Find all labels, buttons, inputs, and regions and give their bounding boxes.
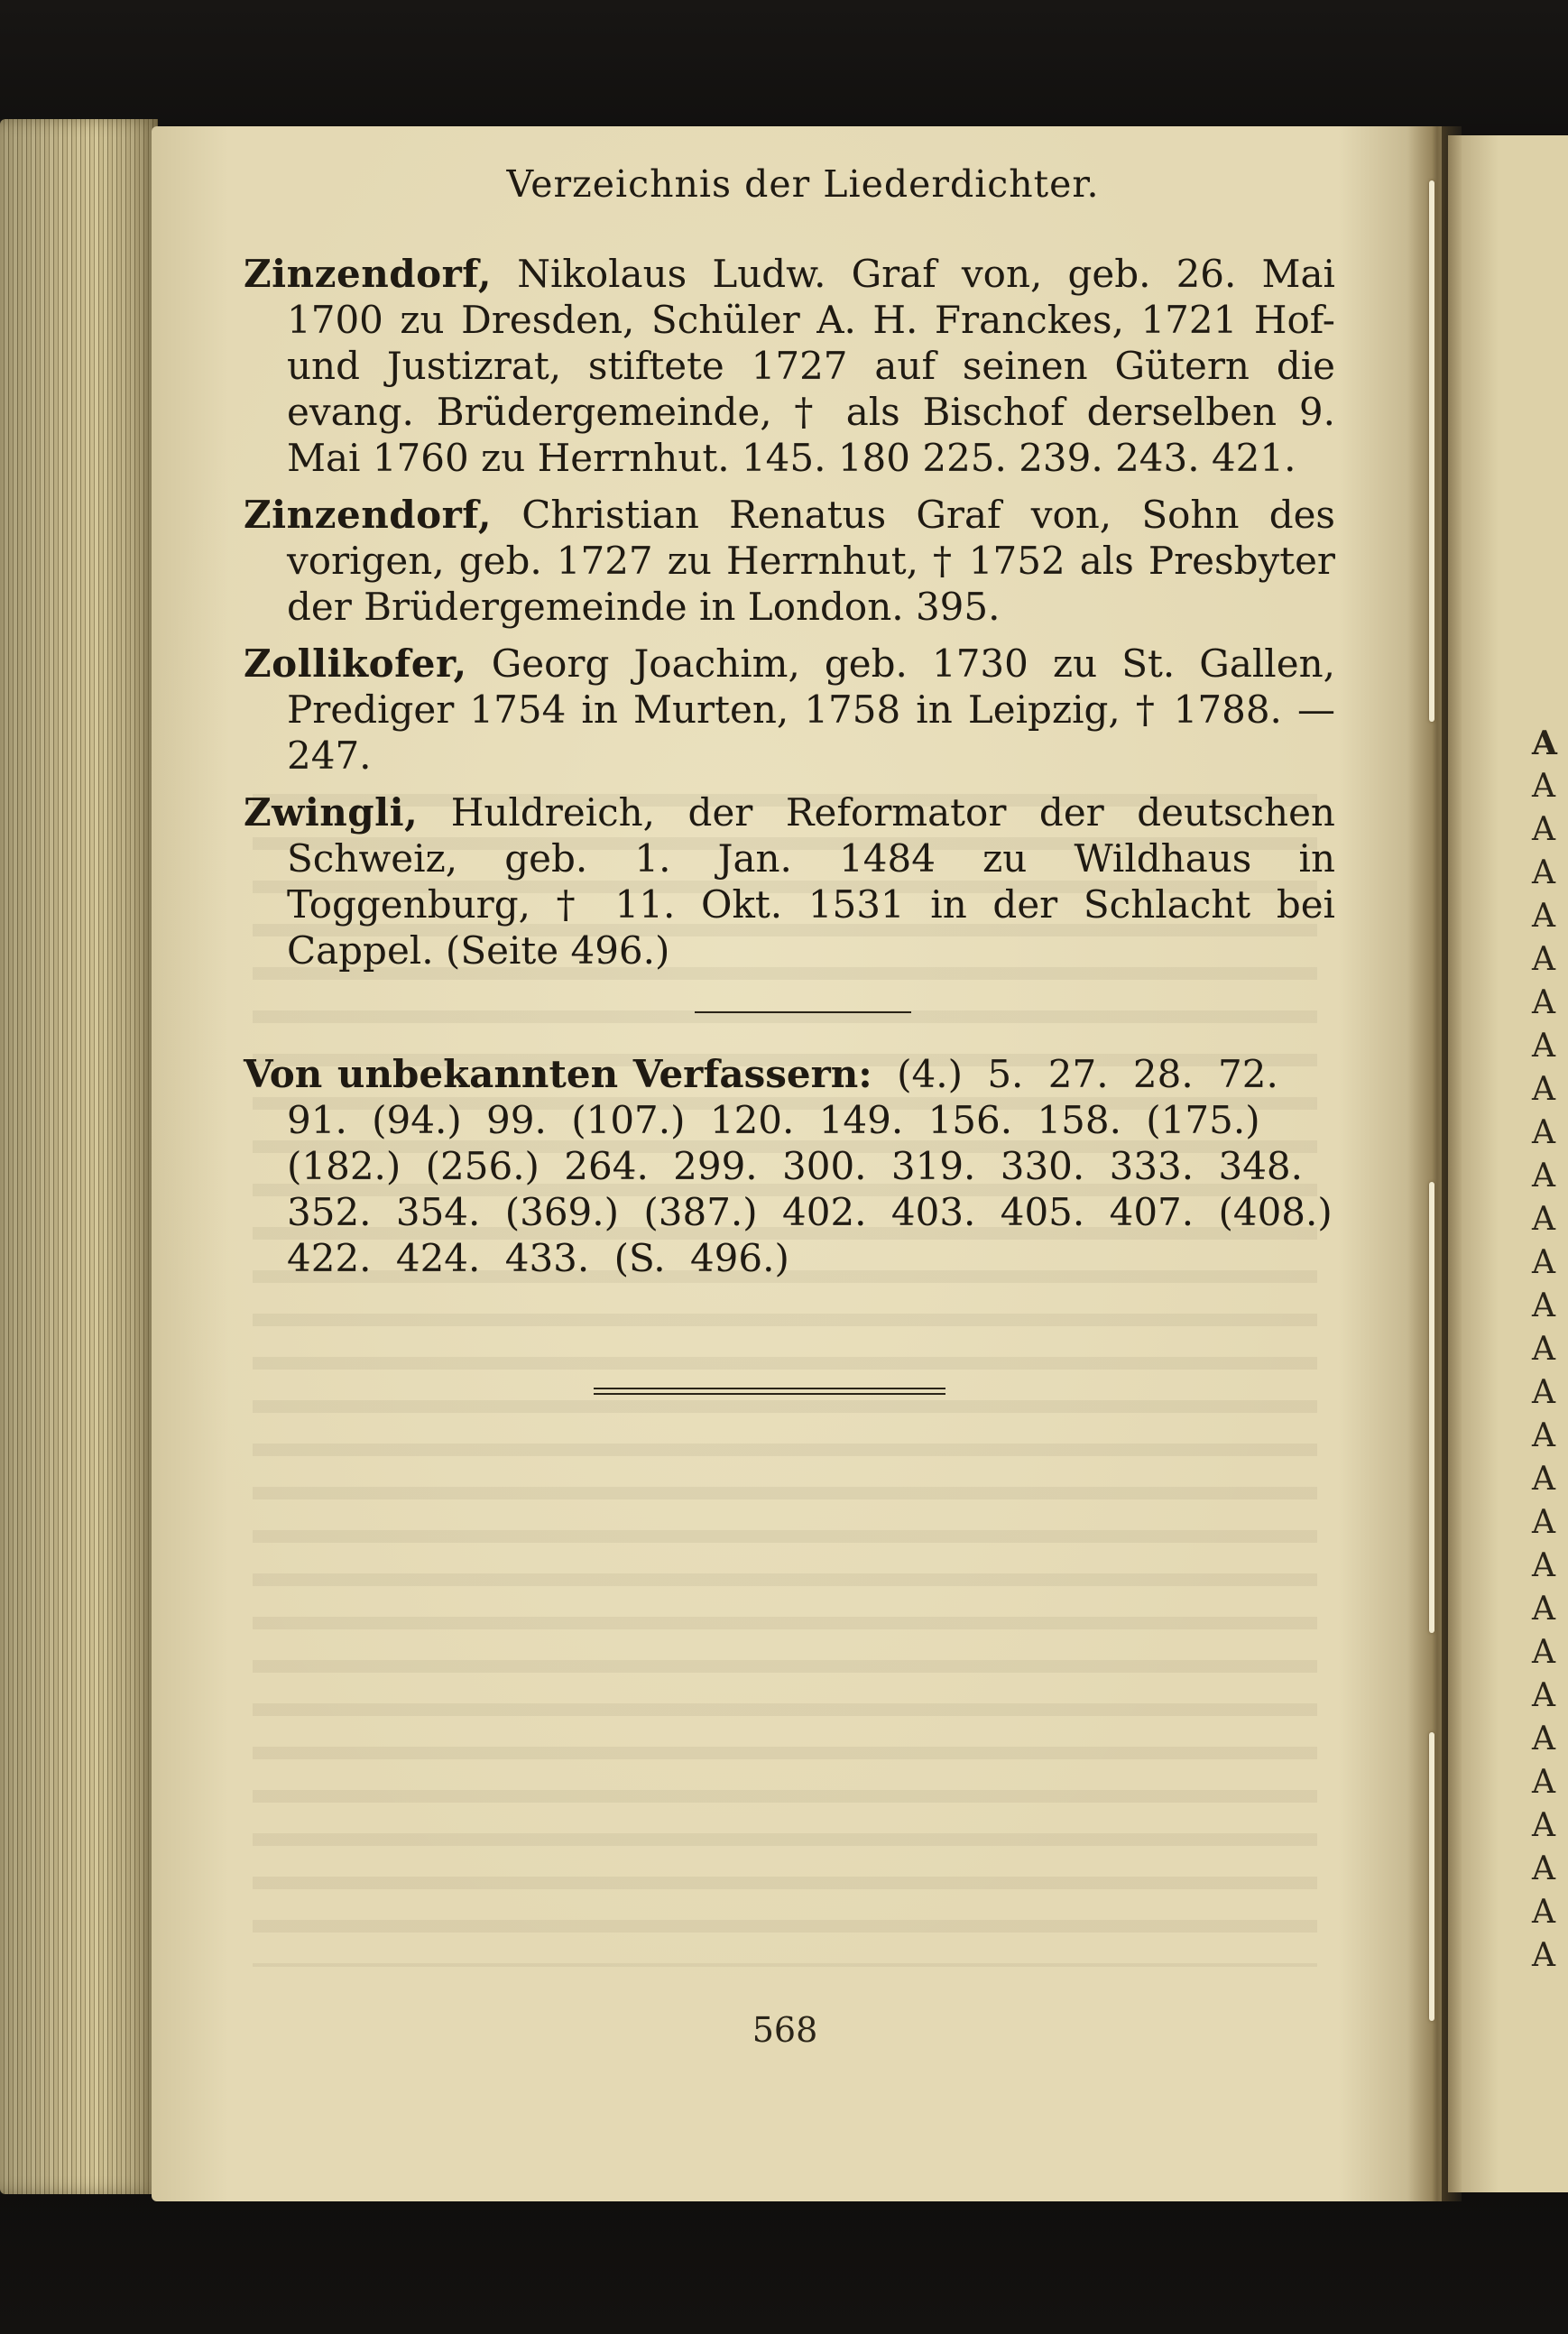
facing-page-letter: A [1532, 1071, 1555, 1108]
entry-zollikofer [244, 641, 1335, 779]
entry-name: Zinzendorf, [244, 493, 493, 537]
binding-stitch [1429, 180, 1434, 722]
facing-page-letter: A [1532, 1504, 1555, 1541]
anonymous-authors [244, 1051, 1335, 1281]
entry-text: Huldreich, der Reformator der deutschen Schweiz, geb. 1. Jan. 1484 zu Wildhaus in Toggenburg, † 11. Okt. 1531 in der Schlacht bei Cappel. (Seite 496.) [287, 790, 1335, 973]
binding-stitch [1429, 1732, 1434, 2021]
facing-page-letter: A [1532, 1937, 1555, 1974]
facing-page-letter: A [1532, 1721, 1555, 1757]
anonymous-label: Von unbekannten Verfassern: [244, 1052, 872, 1096]
entry-text: Georg Joachim, geb. 1730 zu St. Gallen, Prediger 1754 in Murten, 1758 in Leipzig, † 1788. — 247. [287, 641, 1335, 778]
facing-page-letters [1532, 722, 1568, 1978]
facing-page-letter: A [1532, 724, 1557, 762]
entry-text: Nikolaus Ludw. Graf von, geb. 26. Mai 1700 zu Dresden, Schüler A. H. Franckes, 1721 Hof- und Justizrat, stiftete 1727 auf seinen Gütern die evang. Brüdergemeinde, † als Bischof derselben 9. Mai 1760 zu Herrnhut. 145. 180 225. 239. 243. 421. [287, 252, 1335, 480]
facing-page-letter: A [1532, 811, 1555, 848]
entry-zinzendorf-nikolaus [244, 251, 1335, 481]
anonymous-numbers: (4.) 5. 27. 28. 72. 91. (94.) 99. (107.) 120. 149. 156. 158. (175.) (182.) (256.) 264. 299. 300. 319. 330. 333. 348. 352. 354. (369.) (387.) 402. 403. 405. 407. (408.) 422. 424. 433. (S. 496.) [287, 1052, 1333, 1280]
facing-page-letter: A [1532, 1850, 1555, 1887]
facing-page-letter: A [1532, 1807, 1555, 1844]
entry-zinzendorf-christian [244, 492, 1335, 630]
entry-name: Zollikofer, [244, 641, 467, 686]
facing-page-letter: A [1532, 1461, 1555, 1498]
facing-page-letter: A [1532, 1677, 1555, 1714]
page-title: Verzeichnis der Liederdichter. [506, 162, 1100, 206]
facing-page-letter: A [1532, 854, 1555, 891]
facing-page-letter: A [1532, 941, 1555, 978]
page-content [244, 162, 1335, 1319]
section-divider [695, 1011, 911, 1013]
facing-page-letter: A [1532, 984, 1555, 1021]
gutter [1407, 126, 1462, 2201]
facing-page-letter: A [1532, 768, 1555, 805]
facing-page-letter: A [1532, 1028, 1555, 1065]
facing-page-letter: A [1532, 1201, 1555, 1238]
facing-page-letter: A [1532, 1417, 1555, 1454]
facing-page-letter: A [1532, 1634, 1555, 1671]
facing-page-letter: A [1532, 1158, 1555, 1195]
facing-page-letter: A [1532, 1591, 1555, 1628]
entry-name: Zinzendorf, [244, 252, 493, 296]
page-number: 568 [752, 2010, 818, 2050]
facing-page-letter: A [1532, 1764, 1555, 1801]
facing-page-letter: A [1532, 1287, 1555, 1324]
facing-page-letter: A [1532, 1331, 1555, 1368]
entry-text: Christian Renatus Graf von, Sohn des vorigen, geb. 1727 zu Herrnhut, † 1752 als Presbyter der Brüdergemeinde in London. 395. [287, 493, 1335, 629]
binding-stitch [1429, 1182, 1434, 1633]
facing-page-letter: A [1532, 1547, 1555, 1584]
facing-page-letter: A [1532, 898, 1555, 935]
entry-name: Zwingli, [244, 790, 419, 835]
facing-page-letter: A [1532, 1114, 1555, 1151]
entry-zwingli [244, 789, 1335, 973]
facing-page-letter: A [1532, 1244, 1555, 1281]
facing-page-letter: A [1532, 1374, 1555, 1411]
facing-page-letter: A [1532, 1894, 1555, 1931]
end-rule [594, 1388, 945, 1395]
